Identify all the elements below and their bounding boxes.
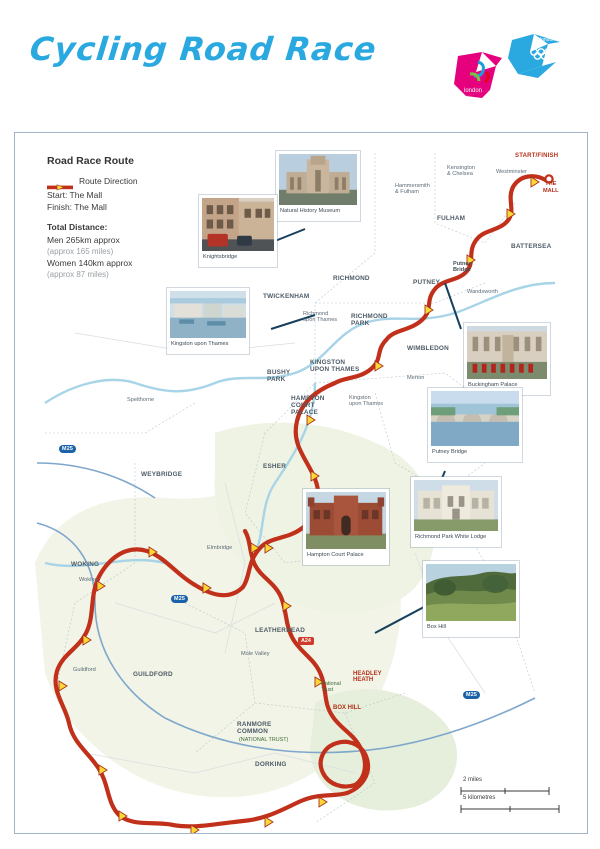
label-woking-town: WOKING (71, 561, 100, 568)
photo-kingston-upon-thames (167, 288, 249, 354)
photo-hampton-court-palace (303, 489, 389, 565)
legend-route-direction (47, 176, 207, 186)
label-woking: Woking (79, 577, 98, 583)
label-kingston-upon-thames: Kingston upon Thames (349, 395, 384, 407)
label-dorking: DORKING (255, 761, 287, 768)
scale-label-kilometres: 5 kilometres (463, 795, 496, 801)
label-putney-bridge: Putney Bridge (453, 261, 472, 273)
photo-caption-buckingham-palace: Buckingham Palace (468, 382, 518, 388)
photo-caption-knightsbridge: Knightsbridge (203, 254, 238, 260)
label-hampton-court-palace-site: HAMPTON COURT PALACE (291, 395, 325, 416)
legend-women-miles: (approx 87 miles) (47, 270, 109, 279)
svg-text:london: london (540, 37, 556, 43)
photo-image-hampton-court-palace (306, 492, 386, 549)
label-guildford-place: Guildford (73, 667, 96, 673)
photo-image-natural-history-museum (279, 154, 357, 205)
photo-knightsbridge (199, 195, 277, 267)
poster-header (0, 0, 600, 128)
photo-caption-natural-history-museum: Natural History Museum (280, 208, 340, 214)
photo-box-hill (423, 561, 519, 637)
label-spelthorne: Spelthorne (127, 397, 155, 403)
logo-group (452, 32, 572, 102)
legend-start-label: Start: The Mall (47, 190, 103, 200)
route-direction-icon (47, 178, 73, 185)
photo-image-box-hill (426, 564, 516, 621)
olympic-logo-icon (508, 32, 564, 82)
label-kingston-upon-thames-town: KINGSTON UPON THAMES (310, 359, 360, 373)
label-richmond-upon-thames: Richmond upon Thames (303, 311, 338, 323)
photo-caption-box-hill: Box Hill (427, 624, 446, 630)
scale-label-miles: 2 miles (463, 777, 483, 783)
label-merton: Merton (407, 375, 425, 381)
road-shield-a24: A24 (298, 637, 314, 645)
label-richmond-park: RICHMOND PARK (351, 313, 388, 327)
label-guildford: GUILDFORD (133, 671, 173, 678)
label-richmond: RICHMOND (333, 275, 370, 282)
legend-distance-heading: Total Distance: (47, 222, 108, 232)
label-wandsworth: Wandsworth (467, 289, 498, 295)
photo-image-kingston-upon-thames (170, 291, 246, 338)
road-shield-m25-south: M25 (171, 595, 188, 603)
scale-bar (459, 779, 569, 819)
label-kensington-chelsea: Kensington & Chelsea (447, 165, 475, 177)
label-twickenham: TWICKENHAM (263, 293, 310, 300)
label-weybridge: WEYBRIDGE (141, 471, 183, 478)
label-the-mall: THE MALL (543, 181, 559, 194)
legend-finish-label: Finish: The Mall (47, 202, 107, 212)
photo-caption-hampton-court-palace: Hampton Court Palace (307, 552, 364, 558)
photo-buckingham-palace (464, 323, 550, 395)
photo-putney-bridge (428, 388, 522, 462)
label-bushy-park: BUSHY PARK (267, 369, 291, 383)
label-esher: ESHER (263, 463, 287, 470)
svg-text:london: london (464, 88, 483, 94)
label-box-hill-site: BOX HILL (333, 705, 361, 711)
photo-natural-history-museum (276, 151, 360, 221)
legend-women-distance: Women 140km approx (47, 258, 133, 268)
road-shield-m25-east: M25 (463, 691, 480, 699)
photo-image-putney-bridge (431, 391, 519, 446)
legend-men-distance: Men 265km approx (47, 235, 120, 245)
label-national-trust: National Trust (321, 681, 341, 693)
page-title: Cycling Road Race (28, 30, 379, 68)
label-putney: PUTNEY (413, 279, 441, 286)
label-battersea: BATTERSEA (511, 243, 552, 250)
map-panel (14, 132, 588, 834)
legend-title: Road Race Route (47, 155, 134, 167)
legend-men-miles: (approx 165 miles) (47, 247, 114, 256)
legend-route-direction-label: Route Direction (79, 176, 138, 186)
label-fulham: FULHAM (437, 215, 466, 222)
photo-image-knightsbridge (202, 198, 274, 251)
label-start-finish: START/FINISH (515, 153, 559, 159)
photo-richmond-park-white-lodge (411, 477, 501, 547)
legend-distance-block (47, 222, 207, 280)
label-westminster: Westminster (496, 169, 527, 175)
label-ranmore-national-trust: (NATIONAL TRUST) (239, 737, 289, 743)
photo-caption-putney-bridge: Putney Bridge (432, 449, 468, 455)
photo-caption-richmond-park-white-lodge: Richmond Park White Lodge (415, 534, 487, 540)
label-ranmore-common: RANMORE COMMON (237, 721, 272, 735)
photo-image-buckingham-palace (467, 326, 547, 379)
photo-image-richmond-park-white-lodge (414, 480, 498, 531)
photo-caption-kingston-upon-thames: Kingston upon Thames (171, 341, 229, 347)
label-headley-heath: HEADLEY HEATH (353, 671, 382, 683)
label-mole-valley: Mole Valley (241, 651, 270, 657)
paralympic-logo-icon (452, 50, 508, 100)
legend (47, 155, 207, 280)
road-shield-m25-west: M25 (59, 445, 76, 453)
label-wimbledon: WIMBLEDON (407, 345, 449, 352)
label-elmbridge: Elmbridge (207, 545, 233, 551)
label-hammersmith-fulham: Hammersmith & Fulham (395, 183, 430, 195)
label-leatherhead: LEATHERHEAD (255, 627, 306, 634)
